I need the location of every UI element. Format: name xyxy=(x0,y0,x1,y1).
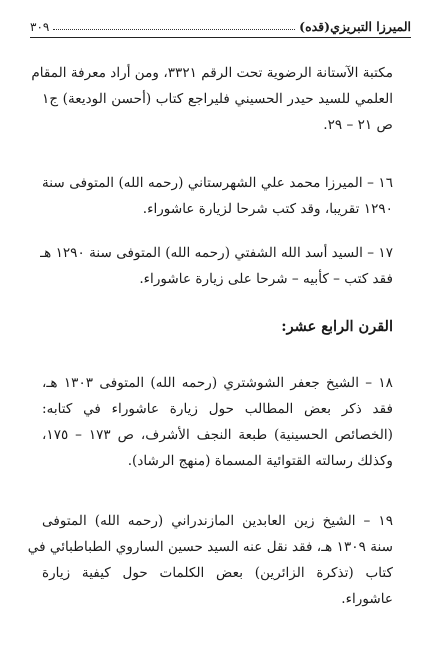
text-line: فقد كتب – كأبيه – شرحا على زيارة عاشوراء. xyxy=(139,271,393,287)
text-line: ١٢٩٠ تقريبا، وقد كتب شرحا لزيارة عاشوراء. xyxy=(142,201,393,217)
paragraph-library-reference xyxy=(31,60,393,138)
text-line: وكذلك رسالته القتوائية المسماة (منهج الرشاد). xyxy=(127,453,393,469)
text-line: عاشوراء. xyxy=(341,591,393,607)
running-header xyxy=(30,14,411,34)
text-line: ١٧ – السيد أسد الله الشفتي (رحمه الله) المتوفى سنة ١٢٩٠ هـ xyxy=(40,245,393,261)
page-number: ٣٠٩ xyxy=(30,20,50,34)
text-line: ص ٢١ – ٢٩. xyxy=(323,117,393,133)
header-rule xyxy=(30,37,411,38)
text-line: (الخصائص الحسينية) طبعة النجف الأشرف، ص ١٧٣ – ١٧٥، xyxy=(42,427,393,443)
paragraph-item-19 xyxy=(27,508,393,612)
text-line: مكتبة الآستانة الرضوية تحت الرقم ٣٣٢١، ومن أراد معرفة المقام xyxy=(31,65,393,81)
text-line: سنة ١٣٠٩ هـ، فقد نقل عنه السيد حسين الساروي الطباطبائي في xyxy=(27,539,393,555)
text-line: كتاب (تذكرة الزائرين) بعض الكلمات حول كيفية زيارة xyxy=(42,565,393,581)
text-line: ١٩ – الشيخ زين العابدين المازندراني (رحمه الله) المتوفى xyxy=(42,513,393,529)
section-heading: القرن الرابع عشر: xyxy=(281,318,393,335)
paragraph-item-16 xyxy=(42,170,393,222)
text-line: ١٦ – الميرزا محمد علي الشهرستاني (رحمه الله) المتوفى سنة xyxy=(42,175,393,191)
text-line: العلمي للسيد حيدر الحسيني فليراجع كتاب (أحسن الوديعة) ج١ xyxy=(42,91,393,107)
header-dot-leader xyxy=(53,29,295,30)
header-title: الميرزا التبريزي(قده) xyxy=(299,19,411,34)
text-line: فقد ذكر بعض المطالب حول زيارة عاشوراء في كتابه: xyxy=(42,401,393,417)
paragraph-item-17 xyxy=(42,240,393,292)
paragraph-item-18 xyxy=(42,370,393,474)
text-line: ١٨ – الشيخ جعفر الشوشتري (رحمه الله) المتوفى ١٣٠٣ هـ، xyxy=(42,375,393,391)
